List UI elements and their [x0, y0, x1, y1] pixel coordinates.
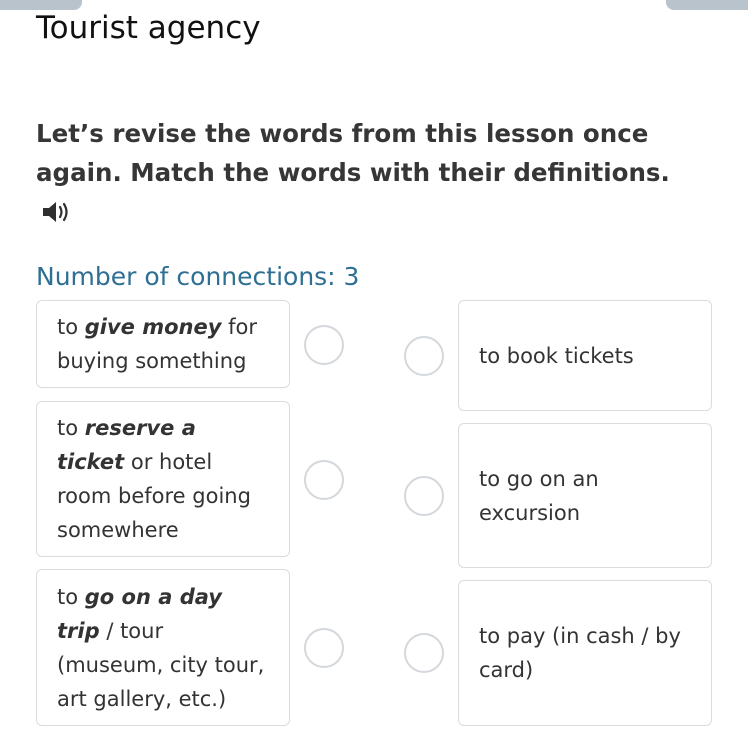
left-card-text: to reserve a ticket or hotel room before going somewhere — [57, 416, 251, 542]
instruction-text: Let’s revise the words from this lesson once again. Match the words with their definitions. — [36, 119, 670, 187]
right-card-2[interactable] — [458, 423, 712, 568]
left-card-text: to go on a day trip / tour (museum, city tour, art gallery, etc.) — [57, 584, 265, 711]
right-card-1[interactable] — [458, 300, 712, 411]
right-card-text: to pay (in cash / by card) — [479, 624, 681, 682]
right-connector-1[interactable] — [404, 336, 444, 376]
right-card-text: to go on an excursion — [479, 466, 599, 525]
top-tab-left — [0, 0, 82, 10]
connections-count: Number of connections: 3 — [36, 262, 360, 291]
left-connector-1[interactable] — [304, 325, 344, 365]
right-card-text: to book tickets — [479, 343, 634, 368]
left-connector-3[interactable] — [304, 628, 344, 668]
right-connector-2[interactable] — [404, 476, 444, 516]
left-connector-2[interactable] — [304, 460, 344, 500]
left-card-2[interactable] — [36, 401, 290, 557]
right-card-3[interactable] — [458, 580, 712, 726]
page-title: Tourist agency — [36, 10, 261, 46]
left-card-3[interactable] — [36, 569, 290, 726]
right-connector-3[interactable] — [404, 633, 444, 673]
left-card-1[interactable] — [36, 300, 290, 388]
speaker-icon[interactable] — [40, 198, 74, 226]
left-card-text: to give money for buying something — [57, 315, 257, 373]
top-tab-right — [666, 0, 748, 10]
